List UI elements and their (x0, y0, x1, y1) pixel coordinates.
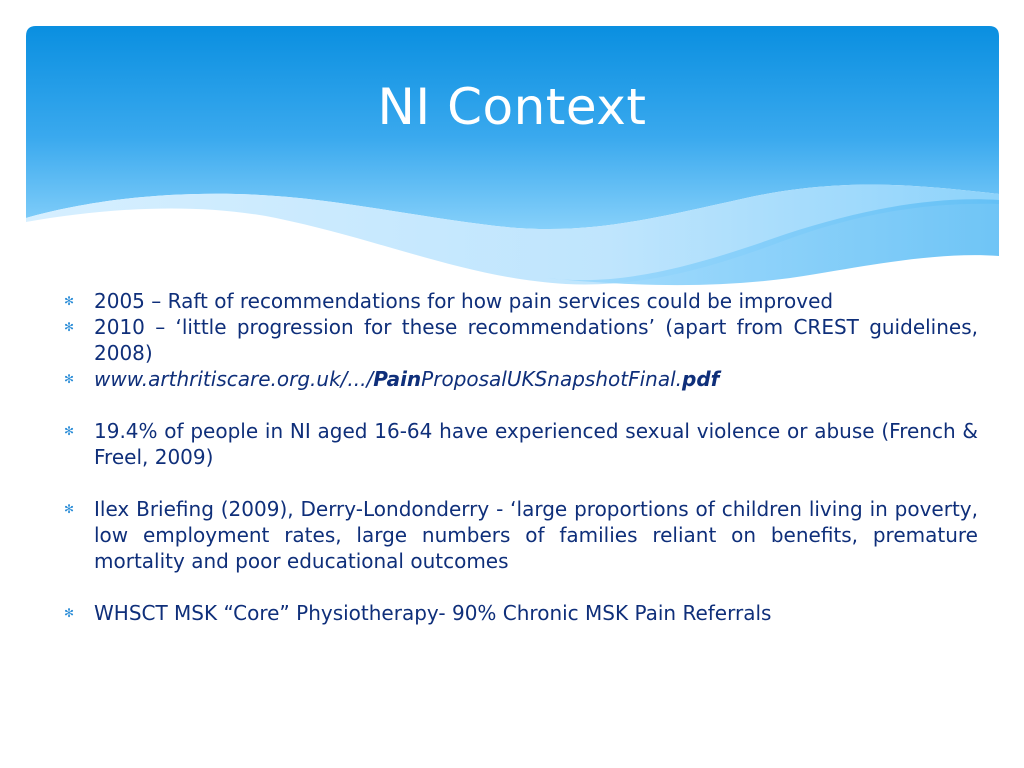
bullet-text: 2005 – Raft of recommendations for how pain services could be improved (94, 289, 834, 313)
bullet-text: Ilex Briefing (2009), Derry-Londonderry - ‘large proportions of children living in poverty, low employment rates, large numbers of families reliant on benefits, premature mortality and poor educational outcomes (94, 497, 978, 573)
bullet-text: WHSCT MSK “Core” Physiotherapy- 90% Chronic MSK Pain Referrals (94, 601, 772, 625)
asterisk-bullet-icon: ✻ (64, 502, 75, 516)
bullet-list (62, 288, 978, 626)
bullet-text: 19.4% of people in NI aged 16-64 have experienced sexual violence or abuse (French & Freel, 2009) (94, 419, 978, 469)
link-part: www.arthritiscare.org.uk/.../ (94, 367, 374, 391)
bullet-item-link (62, 366, 978, 392)
link-part-bold: pdf (682, 367, 720, 391)
slide-content (62, 288, 978, 626)
asterisk-bullet-icon: ✻ (64, 320, 75, 334)
bullet-item (62, 418, 978, 470)
asterisk-bullet-icon: ✻ (64, 606, 75, 620)
asterisk-bullet-icon: ✻ (64, 424, 75, 438)
bullet-text: 2010 – ‘little progression for these recommendations’ (apart from CREST guidelines, 2008) (94, 315, 978, 365)
asterisk-bullet-icon: ✻ (64, 294, 75, 308)
link-part: ProposalUKSnapshotFinal. (421, 367, 683, 391)
bullet-item (62, 288, 978, 314)
bullet-item (62, 314, 978, 366)
header-wave-graphic (26, 26, 999, 288)
bullet-item (62, 600, 978, 626)
bullet-item (62, 496, 978, 574)
header-banner (26, 26, 999, 288)
asterisk-bullet-icon: ✻ (64, 372, 75, 386)
slide-title: NI Context (377, 78, 647, 136)
link-part-bold: Pain (373, 367, 422, 391)
reference-link[interactable] (94, 367, 719, 391)
